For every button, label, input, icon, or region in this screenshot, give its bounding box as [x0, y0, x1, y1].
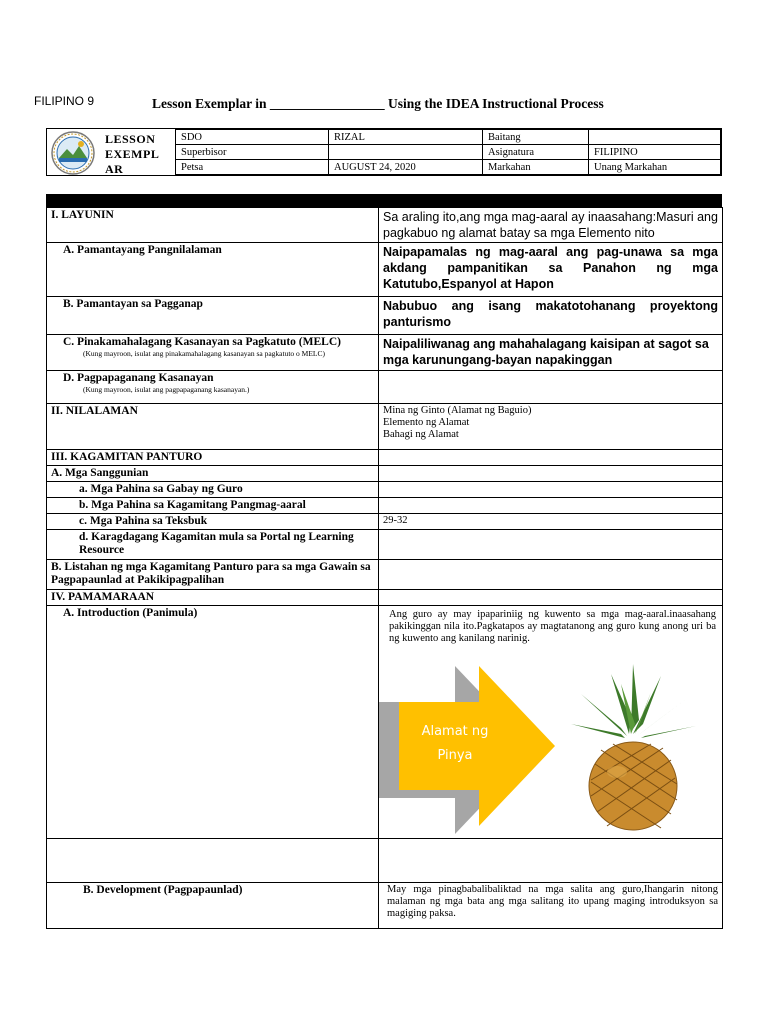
layunin-label: I. LAYUNIN: [47, 208, 379, 243]
pineapple-image: [551, 664, 711, 834]
empty-cell: [379, 482, 723, 498]
table-row: [47, 404, 723, 450]
empty-cell: [379, 450, 723, 466]
info-row: [176, 145, 721, 160]
table-row: [47, 466, 723, 482]
label-line-3: AR: [105, 162, 124, 176]
info-cell: FILIPINO: [589, 145, 721, 160]
gabay-label: a. Mga Pahina sa Gabay ng Guro: [47, 482, 379, 498]
empty-cell: [47, 839, 379, 883]
melc-label: C. Pinakamahalagang Kasanayan sa Pagkatuto (MELC): [63, 336, 341, 348]
kagamitan-label: III. KAGAMITAN PANTURO: [47, 450, 379, 466]
info-cell: [589, 130, 721, 145]
info-cell: RIZAL: [329, 130, 483, 145]
nilalaman-line: Mina ng Ginto (Alamat ng Baguio): [383, 405, 532, 416]
introduction-label: A. Introduction (Panimula): [47, 606, 379, 839]
pamantayang-pangnilalaman-value: Naipapamalas ng mag-aaral ang pag-unawa sa mga akdang pampanitikan sa Panahon ng mga Katutubo,Espanyol at Hapon: [379, 243, 723, 297]
deped-seal-logo: [51, 131, 95, 175]
subject-label: FILIPINO 9: [34, 94, 95, 108]
table-row: [47, 243, 723, 297]
development-value: May mga pinagbabalibaliktad na mga salita ang guro,Ihangarin nitong malaman ng mga bata ang mga salitang ito upang maging introduksyon sa magiging paksa.: [379, 883, 723, 929]
table-row: [47, 335, 723, 371]
info-cell: AUGUST 24, 2020: [329, 160, 483, 175]
nilalaman-label: II. NILALAMAN: [47, 404, 379, 450]
lesson-exemplar-label: [105, 132, 159, 177]
table-row: [47, 606, 723, 839]
pamamaraan-label: IV. PAMAMARAAN: [47, 590, 379, 606]
empty-cell: [379, 560, 723, 590]
table-row: [47, 208, 723, 243]
table-row: [47, 371, 723, 404]
page-title: Lesson Exemplar in _________________ Using the IDEA Instructional Process: [152, 96, 604, 111]
nilalaman-line: Bahagi ng Alamat: [383, 429, 459, 440]
info-cell: SDO: [176, 130, 329, 145]
lesson-info-box: [46, 128, 722, 176]
melc-note: (Kung mayroon, isulat ang pinakamahalagang kasanayan sa pagkatuto o MELC): [83, 349, 326, 358]
info-cell: Asignatura: [483, 145, 589, 160]
teksbuk-value: 29-32: [379, 514, 723, 530]
table-row: [47, 297, 723, 335]
table-row: [47, 883, 723, 929]
melc-cell: [47, 335, 379, 371]
teksbuk-label: c. Mga Pahina sa Teksbuk: [47, 514, 379, 530]
development-label: B. Development (Pagpapaunlad): [47, 883, 379, 929]
pamantayan-pagganap-label: B. Pamantayan sa Pagganap: [47, 297, 379, 335]
table-row: [47, 590, 723, 606]
info-cell: Baitang: [483, 130, 589, 145]
info-cell: [329, 145, 483, 160]
table-row: [47, 530, 723, 560]
listahan-label: B. Listahan ng mga Kagamitang Panturo para sa mga Gawain sa Pagpapaunlad at Pakikipagpalihan: [47, 560, 379, 590]
layunin-value: Sa araling ito,ang mga mag-aaral ay inaasahang:Masuri ang pagkabuo ng alamat batay sa mga Elemento nito: [379, 208, 723, 243]
label-line-1: LESSON: [105, 132, 156, 146]
info-cell: Superbisor: [176, 145, 329, 160]
sanggunian-label: A. Mga Sanggunian: [47, 466, 379, 482]
pangmag-label: b. Mga Pahina sa Kagamitang Pangmag-aaral: [47, 498, 379, 514]
empty-cell: [379, 498, 723, 514]
nilalaman-line: Elemento ng Alamat: [383, 417, 470, 428]
info-row: [176, 160, 721, 175]
table-header-bar: [46, 194, 722, 208]
nilalaman-value: [379, 404, 723, 450]
melc-value: Naipaliliwanag ang mahahalagang kaisipan at sagot sa mga karunungang-bayan napakinggan: [379, 335, 723, 371]
label-line-2: EXEMPL: [105, 147, 160, 161]
info-cell: Markahan: [483, 160, 589, 175]
empty-cell: [379, 530, 723, 560]
empty-cell: [379, 466, 723, 482]
pagpapaganang-label: D. Pagpapaganang Kasanayan: [63, 372, 214, 384]
pagpapaganang-value: [379, 371, 723, 404]
table-row: [47, 514, 723, 530]
info-row: [176, 130, 721, 145]
empty-cell: [379, 839, 723, 883]
empty-cell: [379, 590, 723, 606]
pagpapaganang-cell: [47, 371, 379, 404]
arrow-text: Alamat ng Pinya: [421, 724, 489, 763]
pamantayan-pagganap-value: Nabubuo ang isang makatotohanang proyektong panturismo: [379, 297, 723, 335]
table-row: [47, 839, 723, 883]
info-cell: Unang Markahan: [589, 160, 721, 175]
table-row: [47, 560, 723, 590]
introduction-visual: [379, 658, 723, 834]
pagpapaganang-note: (Kung mayroon, isulat ang pagpapaganang kasanayan.): [83, 385, 250, 394]
table-row: [47, 498, 723, 514]
table-row: [47, 482, 723, 498]
karagdagang-label: d. Karagdagang Kagamitan mula sa Portal ng Learning Resource: [47, 530, 379, 560]
introduction-cell: [379, 606, 723, 839]
lesson-table: [46, 207, 723, 929]
table-row: [47, 450, 723, 466]
pamantayang-pangnilalaman-label: A. Pamantayang Pangnilalaman: [47, 243, 379, 297]
info-table: [175, 129, 721, 175]
info-cell: Petsa: [176, 160, 329, 175]
introduction-value: Ang guro ay may ipapariniig ng kuwento sa mga mag-aaral.inaasahang pakikinggan nila ito.Pagkatapos ay magtatanong ang guro kung anong uri ba ng kuwento ang kanilang narinig.: [389, 609, 716, 644]
